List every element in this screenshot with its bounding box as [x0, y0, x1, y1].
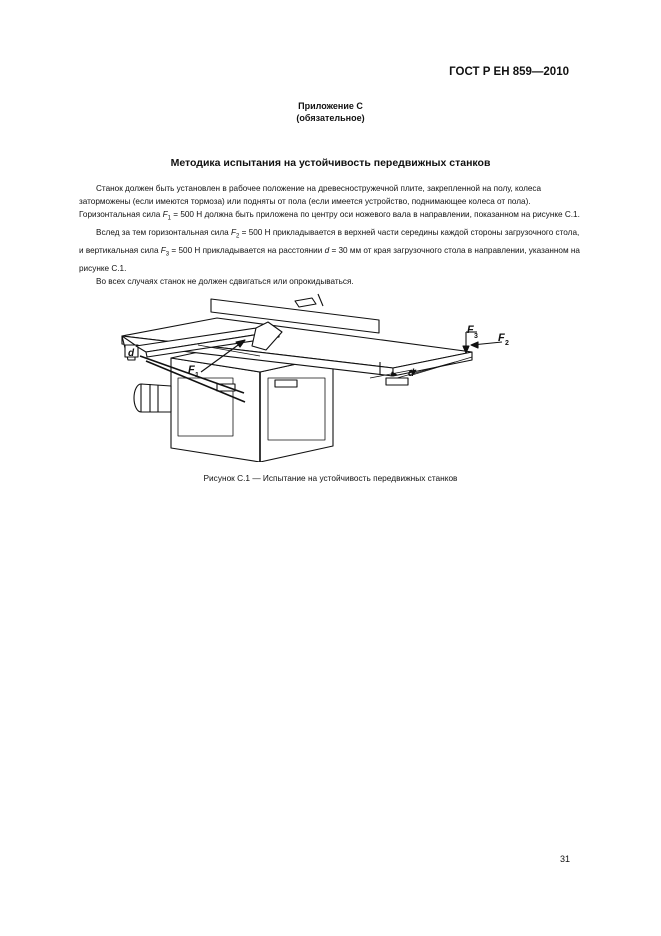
standard-header: ГОСТ Р ЕН 859—2010: [449, 66, 569, 78]
figure-c1-machine-drawing: [115, 292, 515, 462]
label-f3: F: [467, 324, 474, 336]
figure-caption: Рисунок С.1 — Испытание на устойчивость передвижных станков: [203, 473, 458, 483]
page-number: 31: [559, 854, 570, 864]
label-f1-sub: 1: [195, 372, 199, 379]
paragraph-2: Вслед за тем горизонтальная сила $F_2 = 500$ Н прикладывается в верхней части середины каждой стороны загрузочного стола, и вертикальная сила $F_3 = 500$ Н прикладывается на расстоянии d = 30 мм от края загрузочного стола в направлении, указанном на рисунке С.1.: [79, 228, 580, 273]
label-f2-sub: 2: [505, 340, 509, 347]
label-f1: F: [188, 364, 195, 376]
body-text: [79, 182, 583, 288]
appendix-title: Приложение С: [298, 101, 363, 111]
label-f2: F: [498, 332, 505, 344]
label-d-right: d: [408, 368, 415, 379]
paragraph-1: Станок должен быть установлен в рабочее положение на древесностружечной плите, закрепленной на полу, колеса заторможены (если имеются тормоза) или подняты от пола (если имеется устройство, поднимающее колеса от пола). Горизонтальная сила $F_1 = 500$ Н должна быть приложена по центру оси ножевого вала в направлении, показанном на рисунке С.1.: [79, 184, 580, 223]
label-d-left: d: [128, 348, 135, 359]
section-title: Методика испытания на устойчивость передвижных станков: [170, 157, 491, 169]
label-f3-sub: 3: [474, 333, 478, 340]
appendix-status: (обязательное): [296, 113, 365, 123]
dust-outlet: [134, 384, 171, 412]
paragraph-3: Во всех случаях станок не должен сдвигаться или опрокидываться.: [96, 277, 354, 287]
